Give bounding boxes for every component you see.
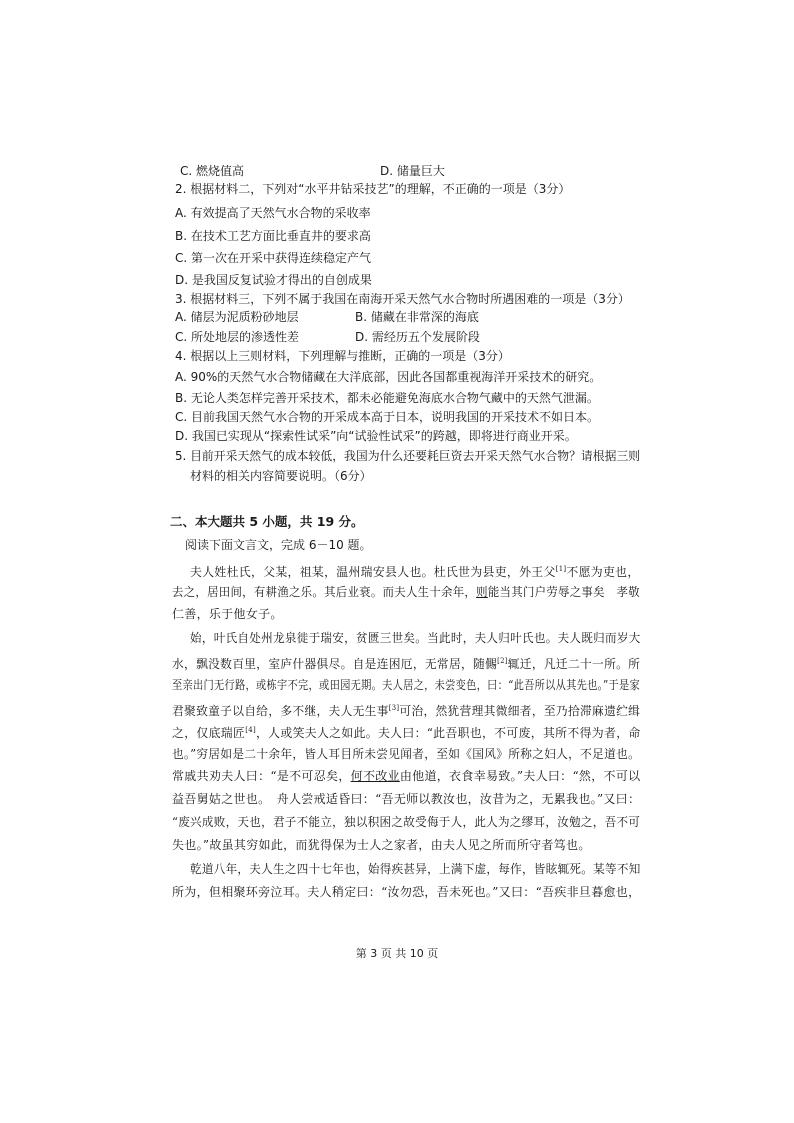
q4-option-a: A. 90%的天然气水合物储藏在大洋底部，因此各国都重视海洋开采技术的研究。 <box>175 370 602 384</box>
text-run: 夫人姓杜氏，父某，祖某，温州瑞安县人也。杜氏世为县吏，外王父 <box>190 565 556 579</box>
classical-p2-line-2 <box>172 653 640 672</box>
classical-p2-line-1: 始，叶氏自处州龙泉徙于瑞安，贫匮三世矣。当此时，夫人归叶氏也。夫人既归而岁大 <box>190 631 641 645</box>
q5-line-1: 5. 目前开采天然气的成本较低，我国为什么还要耗巨资去开采天然气水合物？请根据三则 <box>175 449 641 463</box>
page-number-footer: 第 3 页 共 10 页 <box>355 947 439 960</box>
classical-p1-line-2 <box>172 584 640 600</box>
text-run: 由他道，衣食幸易致。”夫人曰：“然，不可以 <box>399 769 641 783</box>
section-2-title: 二、本大题共 5 小题，共 19 分。 <box>170 514 364 529</box>
classical-p1-line-1 <box>190 561 640 580</box>
footnote-mark: [2] <box>497 657 508 665</box>
q3-option-d: D. 需经历五个发展阶段 <box>355 330 480 344</box>
q4-stem: 4. 根据以上三则材料，下列理解与推断，正确的一项是（3分） <box>175 349 510 363</box>
text-run: 能当其门户劳辱之事矣 孝敬 <box>487 585 640 599</box>
q2-stem: 2. 根据材料二，下列对“水平井钻采技艺”的理解，不正确的一项是（3分） <box>175 182 571 196</box>
classical-p2-line-3 <box>172 677 640 693</box>
text-run: 不愿为吏也， <box>566 565 640 579</box>
q2-option-b: B. 在技术工艺方面比垂直井的要求高 <box>175 229 371 243</box>
q5-line-2: 材料的相关内容简要说明。（6分） <box>190 469 372 483</box>
classical-p1-line-3: 仁善，乐于他女子。 <box>172 607 283 621</box>
text-run: 可治，然犹营理其微细者，至乃拾滞麻遗纻缉 <box>399 704 641 718</box>
classical-p2-line-8: 益吾舅姑之世也。 舟人尝戒适昏曰：“吾无师以教汝也，汝昔为之，无累我也。”又曰： <box>172 792 641 806</box>
q3-option-a: A. 储层为泥质粉砂地层 <box>175 310 299 324</box>
classical-p2-line-9: “废兴成败，天也，君子不能立，独以积困之故受侮于人，此人为之缪耳，汝勉之，吾不可 <box>172 815 641 829</box>
footnote-mark: [1] <box>555 565 567 573</box>
underlined-word: 则 <box>476 585 488 599</box>
classical-p2-line-4 <box>172 700 640 719</box>
text-run: 至亲出门无行路，或栋宇不完，或田园无期。 <box>172 678 383 692</box>
q3-option-b: B. 储藏在非常深的海底 <box>355 310 479 324</box>
classical-p3-line-1: 乾道八年，夫人生之四十七年也，始得疾甚异，上满下虚，每作，皆眩辄死。某等不知 <box>190 862 641 876</box>
q4-option-c: C. 目前我国天然气水合物的开采成本高于日本，说明我国的开采技术不如日本。 <box>175 410 600 424</box>
text-run: 君聚致童子以自给，多不继，夫人无生事 <box>172 704 389 718</box>
q2-option-c: C. 第一次在开采中获得连续稳定产气 <box>175 251 372 265</box>
classical-p2-line-10: 失也。”故虽其穷如此，而犹得保为士人之家者，由夫人见之所而所守者笃也。 <box>172 838 591 852</box>
text-run: 水，飘没数百里，室庐什器俱尽。自是连困厄，无常居，随儩 <box>172 657 498 671</box>
text-run: 常戚共劝夫人曰：“是不可忍矣， <box>172 769 351 783</box>
footnote-mark: [3] <box>388 704 400 712</box>
underlined-phrase: 何不改业 <box>350 769 400 783</box>
text-run: ，人或笑夫人之如此。夫人曰：“此吾职也，不可废，其所不得为者，命 <box>255 726 641 740</box>
footnote-mark: [4] <box>245 726 256 734</box>
q4-option-d: D. 我国已实现从“探索性试采”向“试验性试采”的跨越，即将进行商业开采。 <box>175 429 577 443</box>
text-run: 辄迁，凡迁二十一所。所 <box>507 657 641 671</box>
classical-p3-line-2: 所为，但相聚环旁泣耳。夫人稍定曰：“汝勿恐，吾未死也。”又曰：“吾疾非旦暮愈也， <box>172 885 641 899</box>
q3-stem: 3. 根据材料三，下列不属于我国在南海开采天然气水合物时所遇困难的一项是（3分） <box>175 292 630 306</box>
classical-p2-line-5 <box>172 722 641 741</box>
text-run: 之，仅底瑞匠 <box>172 726 246 740</box>
text-run: 去之，居田间，有耕渔之乐。其后业衰。而夫人生十余年， <box>172 585 477 599</box>
text-run: 夫人居之，未尝变色，曰：“此吾所以从其先也。”于是家 <box>382 678 641 692</box>
classical-p2-line-7 <box>172 768 640 784</box>
q1-option-c: C. 燃烧值高 <box>180 164 245 178</box>
classical-p2-line-6: 也。”穷居如是二十余年，皆人耳目所未尝见闻者，至如《国风》所称之妇人，不足道也。 <box>172 747 641 761</box>
q3-option-c: C. 所处地层的渗透性差 <box>175 330 300 344</box>
section-2-intro: 阅读下面文言文，完成 6－10 题。 <box>185 538 372 552</box>
q1-option-d: D. 储量巨大 <box>380 164 445 178</box>
q4-option-b: B. 无论人类怎样完善开采技术，都未必能避免海底水合物气藏中的天然气泄漏。 <box>175 391 599 405</box>
q2-option-a: A. 有效提高了天然气水合物的采收率 <box>175 206 371 220</box>
q2-option-d: D. 是我国反复试验才得出的自创成果 <box>175 273 372 287</box>
